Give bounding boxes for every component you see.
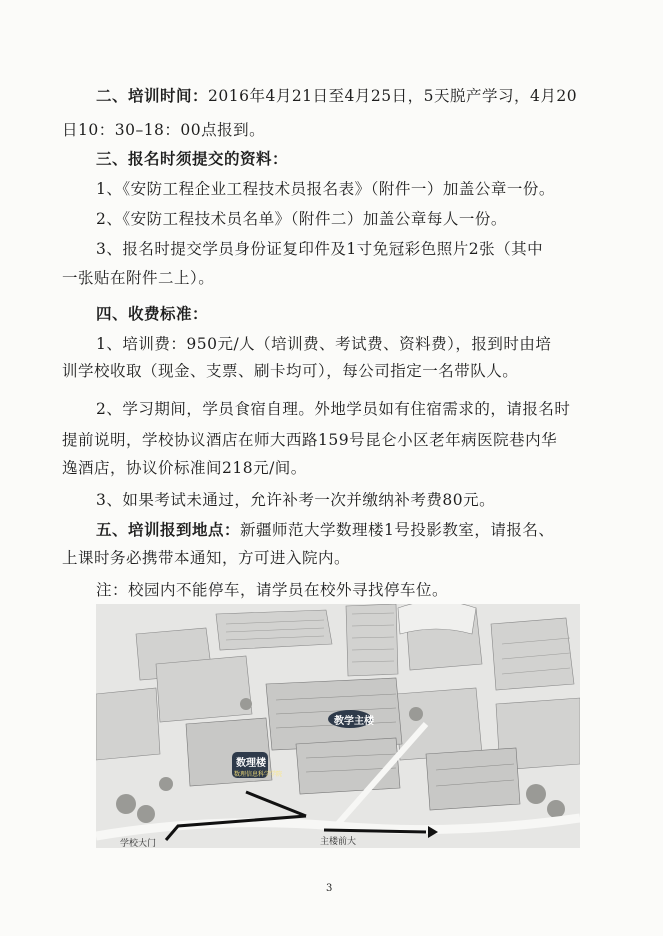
section-4-item-3: 3、如果考试未通过，允许补考一次并缴纳补考费80元。	[96, 491, 496, 509]
section-5-continuation: 上课时务必携带本通知，方可进入院内。	[62, 549, 351, 567]
section-2-text: 2016年4月21日至4月25日，5天脱产学习，4月20	[208, 87, 578, 105]
section-3-item-3: 3、报名时提交学员身份证复印件及1寸免冠彩色照片2张（其中	[96, 240, 544, 258]
section-5-heading: 五、培训报到地点：	[96, 520, 241, 539]
section-4-item-2-continuation-2: 逸酒店，协议价标准间218元/间。	[62, 459, 307, 477]
section-3-heading: 三、报名时须提交的资料：	[96, 149, 289, 168]
section-3-item-3-continuation: 一张贴在附件二上）。	[62, 269, 215, 287]
page-number: 3	[326, 883, 333, 894]
map-label-math-sub: 数理信息科学学院	[234, 771, 283, 778]
section-4-heading: 四、收费标准：	[96, 304, 209, 323]
section-3-item-1: 1、《安防工程企业工程技术员报名表》（附件一）加盖公章一份。	[96, 180, 555, 198]
map-label-front: 主楼前大	[320, 837, 357, 847]
section-4-item-2: 2、学习期间，学员食宿自理。外地学员如有住宿需求的，请报名时	[96, 400, 571, 418]
section-5-text: 新疆师范大学数理楼1号投影教室，请报名、	[240, 521, 555, 539]
section-3-item-2: 2、《安防工程技术员名单》（附件二）加盖公章每人一份。	[96, 210, 507, 228]
section-4-item-1: 1、培训费：950元/人（培训费、考试费、资料费），报到时由培	[96, 335, 552, 353]
section-4-item-1-continuation: 训学校收取（现金、支票、刷卡均可），每公司指定一名带队人。	[62, 362, 519, 380]
map-label-math-building: 数理楼	[236, 758, 266, 769]
section-4-item-2-continuation-1: 提前说明，学校协议酒店在师大西路159号昆仑小区老年病医院巷内华	[62, 431, 558, 449]
section-2-line	[96, 86, 626, 106]
campus-map	[96, 604, 580, 848]
section-5-line	[96, 520, 626, 540]
map-label-gate: 学校大门	[120, 839, 157, 848]
parking-note: 注：校园内不能停车，请学员在校外寻找停车位。	[96, 581, 449, 599]
map-label-main-building: 教学主楼	[334, 716, 374, 727]
section-2-continuation: 日10：30–18：00点报到。	[62, 121, 266, 139]
section-2-heading: 二、培训时间：	[96, 86, 209, 105]
